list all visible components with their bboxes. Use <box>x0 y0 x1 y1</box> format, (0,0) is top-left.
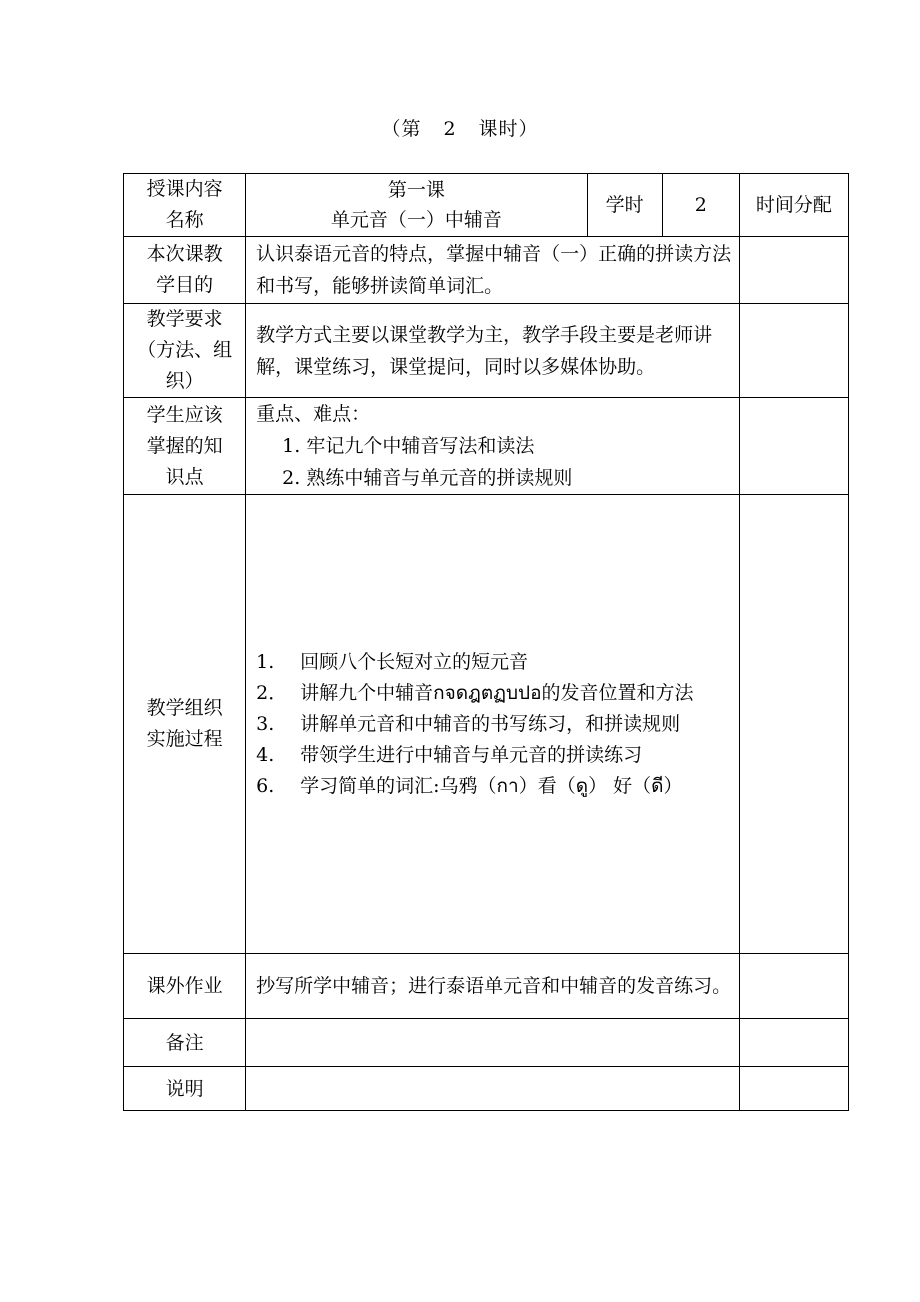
title-number: 2 <box>443 118 457 140</box>
time-cell <box>739 954 848 1019</box>
label-cell: 教学要求 （方法、组 织） <box>124 304 246 398</box>
key-point-item: 1. 牢记九个中辅音写法和读法 <box>282 435 535 457</box>
row-process <box>124 495 849 954</box>
lesson-title-cell <box>246 174 587 237</box>
time-cell <box>739 237 848 304</box>
process-content <box>246 495 740 954</box>
list-item: 1. 回顾八个长短对立的短元音 <box>256 650 529 673</box>
label-cell: 课外作业 <box>124 954 246 1019</box>
key-points-content <box>246 398 740 495</box>
time-cell <box>739 398 848 495</box>
list-item: 2． 讲解九个中辅音กจดฎตฏบปอ的发音位置和方法 <box>256 681 694 704</box>
label-cell: 授课内容 名称 <box>124 174 246 237</box>
label-cell: 学生应该 掌握的知 识点 <box>124 398 246 495</box>
row-homework <box>124 954 849 1019</box>
time-cell <box>739 495 848 954</box>
homework-content: 抄写所学中辅音；进行泰语单元音和中辅音的发音练习。 <box>246 954 740 1019</box>
title-prefix: （第 <box>381 118 422 140</box>
remarks-content <box>246 1019 740 1067</box>
process-list <box>256 647 733 802</box>
time-cell <box>739 304 848 398</box>
row-lesson-name <box>124 174 849 237</box>
requirements-content: 教学方式主要以课堂教学为主，教学手段主要是老师讲解，课堂练习，课堂提问，同时以多媒体协助。 <box>246 304 740 398</box>
hours-label: 学时 <box>587 174 662 237</box>
list-item: 4. 带领学生进行中辅音与单元音的拼读练习 <box>256 743 643 766</box>
row-remarks <box>124 1019 849 1067</box>
title-suffix: 课时） <box>478 118 539 140</box>
lesson-topic: 单元音（一）中辅音 <box>330 209 502 231</box>
time-allocation-header: 时间分配 <box>739 174 848 237</box>
notes-content <box>246 1067 740 1111</box>
objective-content: 认识泰语元音的特点，掌握中辅音（一）正确的拼读方法和书写，能够拼读简单词汇。 <box>246 237 740 304</box>
label-cell: 本次课教 学目的 <box>124 237 246 304</box>
page-title <box>0 114 920 141</box>
row-key-points <box>124 398 849 495</box>
time-cell <box>739 1019 848 1067</box>
row-requirements <box>124 304 849 398</box>
time-cell <box>739 1067 848 1111</box>
row-notes <box>124 1067 849 1111</box>
key-point-item: 2. 熟练中辅音与单元音的拼读规则 <box>282 467 573 489</box>
label-cell: 说明 <box>124 1067 246 1111</box>
lesson-plan-table <box>123 173 849 1111</box>
list-item: 3. 讲解单元音和中辅音的书写练习，和拼读规则 <box>256 712 681 735</box>
list-item: 6. 学习简单的词汇:乌鸦（กา）看（ดู） 好（ดี） <box>256 774 683 797</box>
key-points-heading: 重点、难点： <box>256 403 371 425</box>
label-cell: 备注 <box>124 1019 246 1067</box>
label-cell: 教学组织 实施过程 <box>124 495 246 954</box>
hours-value: 2 <box>662 174 739 237</box>
row-objective <box>124 237 849 304</box>
lesson-number: 第一课 <box>387 179 445 201</box>
